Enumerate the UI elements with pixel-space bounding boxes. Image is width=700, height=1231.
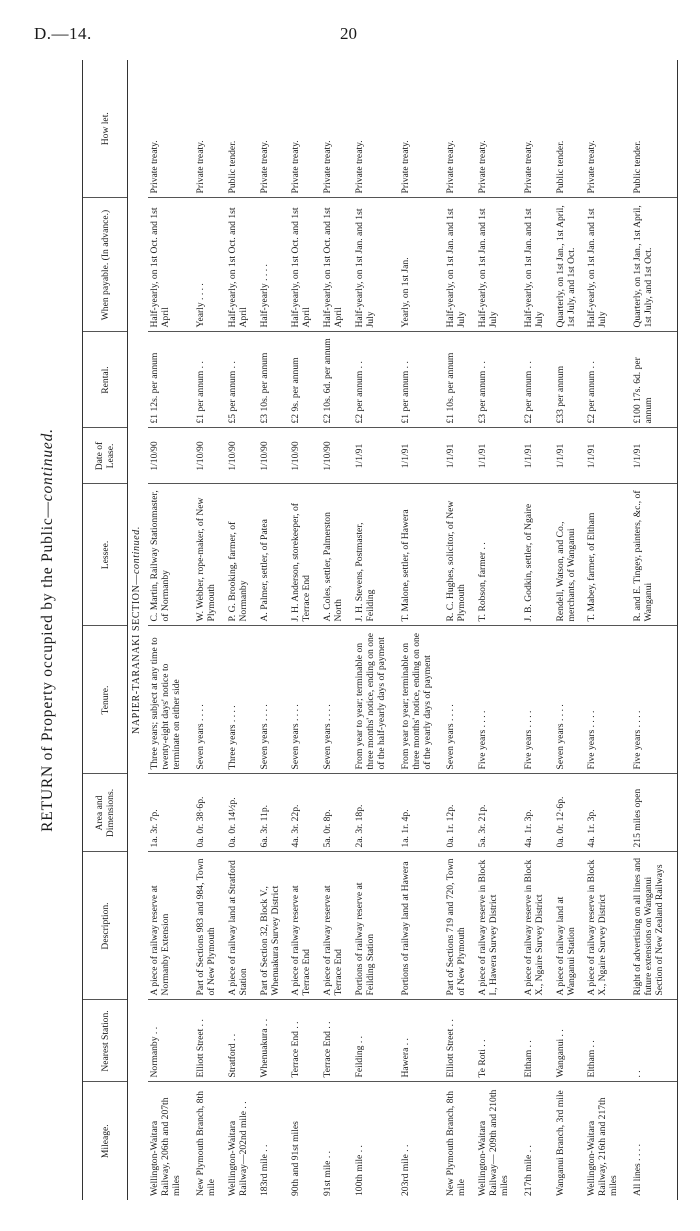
cell-description: A piece of railway reserve at Terrace End — [321, 852, 353, 1000]
cell-tenure: From year to year; terminable on three months' notice, ending on one of the yearly days of payment — [399, 626, 445, 774]
cell-payable: Quarterly, on 1st Jan., 1st April, 1st July, and 1st Oct. — [554, 198, 586, 332]
cell-tenure: Five years . . . . — [522, 626, 554, 774]
col-header-tenure: Tenure. — [83, 626, 128, 774]
table-header-row — [83, 60, 128, 1200]
cell-mileage: 100th mile . . — [353, 1145, 365, 1196]
cell-date: 1/10/90 — [148, 428, 194, 484]
cell-mileage: Wellington-Waitara Railway—202nd mile . . — [226, 1101, 249, 1196]
cell-payable: Yearly, on 1st Jan. — [399, 198, 445, 332]
cell-lessee: C. Martin, Railway Stationmaster, of Normanby — [148, 484, 194, 626]
cell-howlet: Private treaty. — [444, 60, 476, 198]
cell-howlet: Private treaty. — [399, 60, 445, 198]
col-header-area: Area and Dimensions. — [83, 774, 128, 852]
cell-description: Part of Section 32, Block V., Whenuakura Survey District — [258, 852, 290, 1000]
cell-area: 1a. 1r. 4p. — [399, 774, 445, 852]
cell-tenure: Five years . . . . — [476, 626, 522, 774]
cell-payable: Yearly . . . . — [194, 198, 226, 332]
cell-payable: Half-yearly, on 1st Jan. and 1st July — [476, 198, 522, 332]
cell-lessee: T. Robson, farmer . . — [476, 484, 522, 626]
cell-date: 1/10/90 — [194, 428, 226, 484]
cell-description: Portions of railway land at Hawera — [399, 852, 445, 1000]
section-continued: continued. — [131, 526, 142, 574]
cell-date: 1/10/90 — [226, 428, 258, 484]
cell-date: 1/10/90 — [258, 428, 290, 484]
cell-description: Right of advertising on all lines and future extensions on Wanganui Section of New Zealand Railways — [631, 852, 677, 1000]
cell-area: 6a. 3r. 11p. — [258, 774, 290, 852]
table-row — [194, 60, 226, 1200]
cell-payable: Quarterly, on 1st Jan., 1st April, 1st July, and 1st Oct. — [631, 198, 677, 332]
cell-area: 2a. 3r. 18p. — [353, 774, 399, 852]
col-header-date: Date of Lease. — [83, 428, 128, 484]
cell-station: Te Roti . . — [476, 1000, 522, 1082]
property-return-table — [82, 60, 678, 1200]
cell-tenure: Seven years . . . . — [258, 626, 290, 774]
cell-station: Elliott Street . . — [444, 1000, 476, 1082]
cell-howlet: Private treaty. — [353, 60, 399, 198]
cell-area: 4a. 3r. 22p. — [289, 774, 321, 852]
cell-mileage: All lines . . . . — [631, 1082, 677, 1200]
cell-rental: £1 10s. per annum — [444, 332, 476, 428]
cell-payable: Half-yearly, on 1st Oct. and 1st April — [289, 198, 321, 332]
cell-area: 0a. 0r. 14½p. — [226, 774, 258, 852]
table-row — [444, 60, 476, 1200]
cell-lessee: A. Palmer, settler, of Patea — [258, 484, 290, 626]
table-body — [128, 60, 678, 1200]
cell-lessee: T. Malone, settler, of Hawera — [399, 484, 445, 626]
cell-mileage: New Plymouth Branch, 8th mile — [195, 1091, 218, 1196]
cell-rental: £100 17s. 6d. per annum — [631, 332, 677, 428]
cell-area: 215 miles open — [631, 774, 677, 852]
cell-rental: £2 per annum . . — [522, 332, 554, 428]
col-header-howlet: How let. — [83, 60, 128, 198]
cell-tenure: Seven years . . . . — [321, 626, 353, 774]
table-row — [321, 60, 353, 1200]
cell-tenure: Three years . . . . — [226, 626, 258, 774]
cell-tenure: Three years; subject at any time to twenty-eight days' notice to terminate on either side — [148, 626, 194, 774]
cell-date: 1/1/91 — [353, 428, 399, 484]
cell-mileage: 91st mile . . — [322, 1150, 334, 1196]
cell-description: Part of Sections 983 and 984, Town of New Plymouth — [194, 852, 226, 1000]
cell-area: 4a. 1r. 3p. — [585, 774, 631, 852]
cell-rental: £1 12s. per annum — [148, 332, 194, 428]
cell-date: 1/1/91 — [444, 428, 476, 484]
cell-lessee: W. Webber, rope-maker, of New Plymouth — [194, 484, 226, 626]
cell-date: 1/1/91 — [476, 428, 522, 484]
cell-rental: £2 per annum . . — [353, 332, 399, 428]
section-name: NAPIER-TARANAKI SECTION— — [131, 573, 142, 734]
cell-station: Eltham . . — [522, 1000, 554, 1082]
cell-payable: Half-yearly, on 1st Jan. and 1st July — [522, 198, 554, 332]
cell-lessee: Rendell, Watson, and Co., merchants, of Wanganui — [554, 484, 586, 626]
cell-station: . . — [631, 1000, 677, 1082]
table-row — [258, 60, 290, 1200]
cell-station: Normanby . . — [148, 1000, 194, 1082]
cell-description: A piece of railway reserve in Block I., Hawera Survey District — [476, 852, 522, 1000]
col-header-rental: Rental. — [83, 332, 128, 428]
cell-lessee: R. and E. Tingey, painters, &c., of Wanganui — [631, 484, 677, 626]
cell-area: 0a. 0r. 12·6p. — [554, 774, 586, 852]
cell-payable: Half-yearly, on 1st Oct. and 1st April — [226, 198, 258, 332]
cell-payable: Half-yearly, on 1st Jan. and 1st July — [444, 198, 476, 332]
cell-station: Eltham . . — [585, 1000, 631, 1082]
cell-payable: Half-yearly, on 1st Jan. and 1st July — [353, 198, 399, 332]
table-row — [585, 60, 631, 1200]
cell-description: Part of Sections 719 and 720, Town of New Plymouth — [444, 852, 476, 1000]
cell-rental: £5 per annum . . — [226, 332, 258, 428]
cell-mileage: 183rd mile . . — [258, 1144, 270, 1196]
cell-payable: Half-yearly, on 1st Oct. and 1st April — [321, 198, 353, 332]
cell-mileage: New Plymouth Branch, 8th mile — [445, 1091, 468, 1196]
cell-mileage: 90th and 91st miles — [290, 1121, 302, 1196]
cell-howlet: Private treaty. — [194, 60, 226, 198]
cell-mileage: 217th mile . . — [522, 1145, 534, 1196]
cell-station: Stratford . . — [226, 1000, 258, 1082]
table-row — [148, 60, 194, 1200]
cell-area: 0a. 1r. 12p. — [444, 774, 476, 852]
cell-howlet: Private treaty. — [289, 60, 321, 198]
cell-rental: £2 9s. per annum — [289, 332, 321, 428]
cell-date: 1/10/90 — [289, 428, 321, 484]
section-heading — [128, 60, 149, 1200]
cell-rental: £1 per annum . . — [194, 332, 226, 428]
cell-date: 1/1/91 — [399, 428, 445, 484]
document-reference: D.—14. — [34, 24, 92, 43]
title-continued: continued. — [39, 428, 56, 502]
cell-lessee: T. Mabey, farmer, of Eltham — [585, 484, 631, 626]
cell-mileage: Wellington-Waitara Railway— 209th and 210th miles — [477, 1089, 511, 1196]
col-header-payable: When payable. (In advance.) — [83, 198, 128, 332]
cell-lessee: J. B. Godkin, settler, of Ngaire — [522, 484, 554, 626]
cell-payable: Half-yearly, on 1st Oct. and 1st April — [148, 198, 194, 332]
cell-rental: £3 10s. per annum — [258, 332, 290, 428]
cell-rental: £3 per annum . . — [476, 332, 522, 428]
rotated-table-frame — [20, 60, 680, 1200]
cell-tenure: Seven years . . . . — [289, 626, 321, 774]
cell-tenure: Five years . . . . — [631, 626, 677, 774]
table-row — [476, 60, 522, 1200]
cell-howlet: Public tender. — [226, 60, 258, 198]
cell-area: 0a. 0r. 38·6p. — [194, 774, 226, 852]
cell-area: 1a. 3r. 7p. — [148, 774, 194, 852]
cell-description: A piece of railway land at Stratford Station — [226, 852, 258, 1000]
cell-howlet: Private treaty. — [585, 60, 631, 198]
cell-tenure: Seven years . . . . — [554, 626, 586, 774]
cell-date: 1/1/91 — [585, 428, 631, 484]
cell-howlet: Public tender. — [631, 60, 677, 198]
table-row — [353, 60, 399, 1200]
cell-area: 5a. 0r. 8p. — [321, 774, 353, 852]
cell-tenure: Five years . . . . — [585, 626, 631, 774]
col-header-station: Nearest Station. — [83, 1000, 128, 1082]
cell-area: 4a. 1r. 3p. — [522, 774, 554, 852]
cell-payable: Half-yearly . . . . — [258, 198, 290, 332]
cell-rental: £33 per annum — [554, 332, 586, 428]
cell-description: Portions of railway reserve at Feilding Station — [353, 852, 399, 1000]
table-row — [289, 60, 321, 1200]
cell-mileage: Wanganui Branch, 3rd mile — [554, 1090, 566, 1196]
cell-howlet: Private treaty. — [321, 60, 353, 198]
cell-lessee: J. H. Stevens, Postmaster, Feilding — [353, 484, 399, 626]
cell-tenure: Seven years . . . . — [194, 626, 226, 774]
table-row — [631, 60, 677, 1200]
col-header-mileage: Mileage. — [83, 1082, 128, 1200]
cell-rental: £2 10s. 6d. per annum — [321, 332, 353, 428]
page-number: 20 — [340, 24, 357, 43]
cell-mileage: Wellington-Waitara Railway, 206th and 207th miles — [149, 1097, 183, 1196]
table-row — [226, 60, 258, 1200]
cell-howlet: Private treaty. — [476, 60, 522, 198]
col-header-description: Description. — [83, 852, 128, 1000]
cell-station: Hawera . . — [399, 1000, 445, 1082]
cell-lessee: R. C. Hughes, solicitor, of New Plymouth — [444, 484, 476, 626]
title-main: RETURN of Property occupied by the Public— — [39, 501, 56, 832]
cell-rental: £2 per annum . . — [585, 332, 631, 428]
cell-date: 1/1/91 — [522, 428, 554, 484]
return-title — [20, 60, 76, 1200]
section-heading-row — [128, 60, 149, 1200]
cell-area: 5a. 3r. 21p. — [476, 774, 522, 852]
cell-lessee: J. H. Anderson, storekeeper, of Terrace End — [289, 484, 321, 626]
cell-date: 1/10/90 — [321, 428, 353, 484]
col-header-lessee: Lessee. — [83, 484, 128, 626]
cell-tenure: Seven years . . . . — [444, 626, 476, 774]
cell-lessee: A. Coles, settler, Palmerston North — [321, 484, 353, 626]
cell-description: A piece of railway reserve in Block X., Ngaire Survey District — [522, 852, 554, 1000]
cell-howlet: Private treaty. — [522, 60, 554, 198]
cell-station: Terrace End . . — [321, 1000, 353, 1082]
cell-description: A piece of railway reserve in Block X., Ngaire Survey District — [585, 852, 631, 1000]
cell-station: Feilding . . — [353, 1000, 399, 1082]
cell-station: Wanganui . . — [554, 1000, 586, 1082]
table-row — [554, 60, 586, 1200]
cell-payable: Half-yearly, on 1st Jan. and 1st July — [585, 198, 631, 332]
cell-howlet: Private treaty. — [148, 60, 194, 198]
cell-station: Terrace End . . — [289, 1000, 321, 1082]
table-row — [399, 60, 445, 1200]
cell-description: A piece of railway land at Wanganui Station — [554, 852, 586, 1000]
cell-howlet: Public tender. — [554, 60, 586, 198]
cell-description: A piece of railway reserve at Normanby Extension — [148, 852, 194, 1000]
cell-lessee: P. G. Brooking, farmer, of Normanby — [226, 484, 258, 626]
cell-description: A piece of railway reserve at Terrace End — [289, 852, 321, 1000]
cell-station: Elliott Street . . — [194, 1000, 226, 1082]
cell-howlet: Private treaty. — [258, 60, 290, 198]
cell-date: 1/1/91 — [554, 428, 586, 484]
cell-rental: £1 per annum . . — [399, 332, 445, 428]
cell-date: 1/1/91 — [631, 428, 677, 484]
cell-mileage: Wellington-Waitara Railway, 216th and 217th miles — [586, 1097, 620, 1196]
cell-station: Whenuakura . . — [258, 1000, 290, 1082]
table-row — [522, 60, 554, 1200]
cell-mileage: 203rd mile . . — [399, 1144, 411, 1196]
cell-tenure: From year to year; terminable on three months' notice, ending on one of the half-yearly days of payment — [353, 626, 399, 774]
